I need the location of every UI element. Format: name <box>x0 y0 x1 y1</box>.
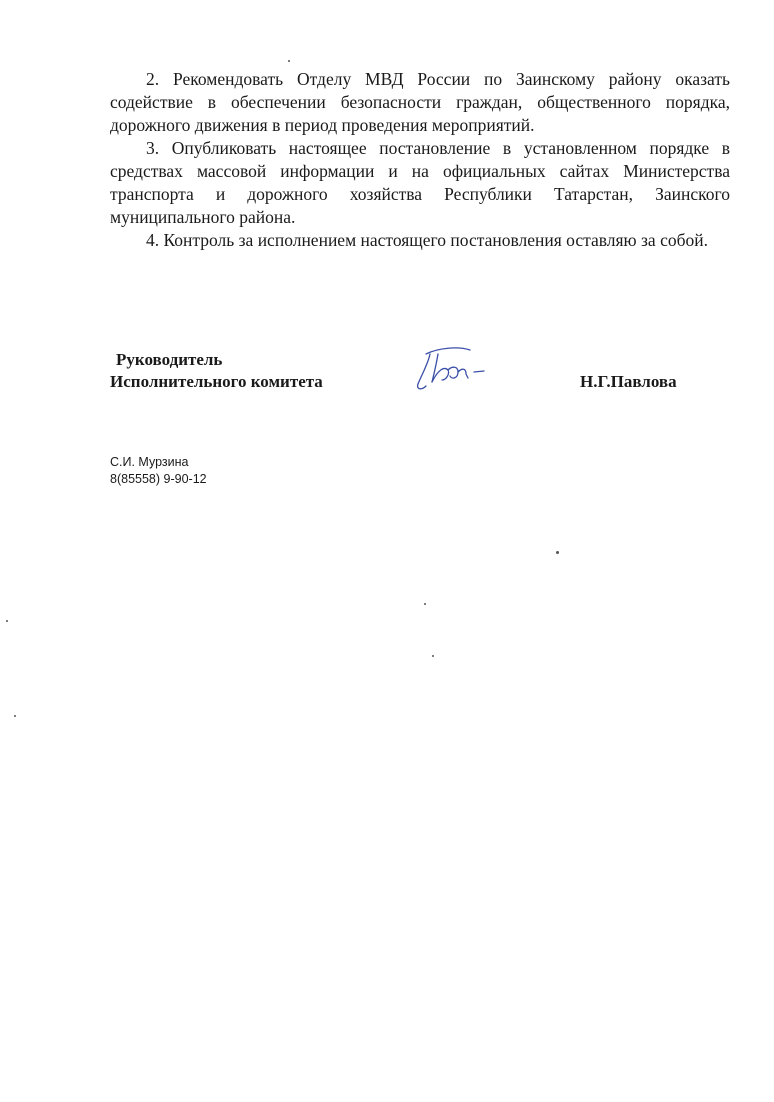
scan-speck <box>14 715 16 717</box>
signatory-title-line-1: Руководитель <box>116 350 223 369</box>
paragraph-3: 3. Опубликовать настоящее постановление в установленном порядке в средствах массовой информации и на официальных сайтах Министерства транспорта и дорожного хозяйства Республики Татарстан, Заинского муниципального района. <box>110 138 730 227</box>
executor-name: С.И. Мурзина <box>110 455 189 469</box>
signatory-name: Н.Г.Павлова <box>580 372 677 391</box>
scan-speck <box>6 620 8 622</box>
paragraph-2: 2. Рекомендовать Отделу МВД России по Заинскому району оказать содействие в обеспечении безопасности граждан, общественного порядка, дорожного движения в период проведения мероприятий. <box>110 69 730 135</box>
scan-speck <box>424 603 426 605</box>
paragraph-4: 4. Контроль за исполнением настоящего постановления оставляю за собой. <box>146 230 708 250</box>
executor-phone: 8(85558) 9-90-12 <box>110 472 207 486</box>
scan-speck <box>556 551 559 554</box>
signatory-title-line-2: Исполнительного комитета <box>110 372 323 391</box>
scan-speck <box>432 655 434 657</box>
executor-info <box>110 454 207 488</box>
handwritten-signature <box>408 340 508 400</box>
document-body <box>110 68 730 252</box>
scan-speck <box>288 60 290 62</box>
